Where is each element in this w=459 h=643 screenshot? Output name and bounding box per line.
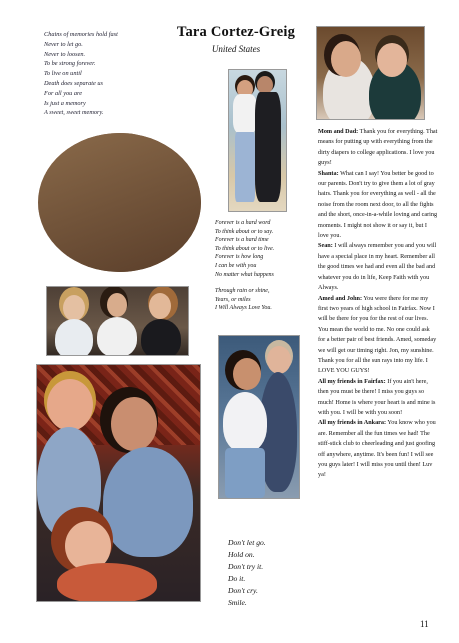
paragraph-lead: Sean: — [318, 242, 333, 250]
poem-line: Forever is a hard time — [215, 237, 269, 244]
poem-line: Forever is how long — [215, 254, 264, 261]
page-number: 11 — [420, 619, 429, 629]
paragraph-lead: Mom and Dad: — [318, 128, 359, 135]
paragraph-text: I will always remember you and you will have a special place in my heart. Remember all the good times we had and even all the bad and whatever you do in life, Keep Faith with you Always. — [318, 242, 437, 292]
photo-couple-beach — [228, 69, 287, 212]
poem-line: Don't cry. — [228, 586, 258, 595]
poem-line: Don't let go. — [228, 538, 266, 547]
paragraph — [318, 419, 436, 478]
poem-line: Chains of memories hold fast — [44, 31, 118, 38]
photo-couple-center — [218, 335, 300, 499]
paragraph — [318, 128, 437, 166]
poem-line: Through rain or shine, — [215, 288, 270, 295]
paragraph — [318, 242, 436, 291]
paragraph-text: Thank you for everything. That means for putting up with everything from the dirty diapers to college applications. I love you guys! — [318, 128, 438, 167]
photo-three-girls — [46, 286, 189, 356]
poem-line: Years, or miles — [215, 296, 251, 303]
paragraph-lead: All my friends in Fairfax: — [318, 377, 386, 385]
dedication-letter — [318, 127, 438, 481]
photo-three-girls-oval — [38, 133, 201, 272]
poem-line: Never to loosen. — [44, 50, 86, 58]
poem-line: A sweet, sweet memory. — [44, 109, 104, 117]
poem-line: Do it. — [228, 574, 246, 583]
poem-line: For all you are — [44, 89, 83, 97]
photo-family-large — [36, 364, 201, 602]
paragraph — [318, 295, 436, 375]
paragraph-lead: Shanta: — [318, 169, 339, 177]
paragraph — [318, 378, 435, 416]
poem-line: To think about or to say. — [215, 228, 274, 235]
paragraph — [318, 170, 437, 239]
student-country: United States — [211, 44, 261, 54]
poem-top — [44, 30, 164, 118]
paragraph-text: You were there for me my first two years of high school in Fairfax. Now I will be there for you for the rest of our lives. You mean the world to me. No one could ask for a better pair of best friends. Amed, someday we will get our timing right. Jon, my sunshine. Thank you for all the sun rays into my life. I LOVE YOU GUYS! — [318, 294, 437, 375]
poem-line: Smile. — [228, 598, 247, 607]
poem-line: Forever is a hard word — [215, 220, 271, 226]
student-name: Tara Cortez-Greig — [176, 24, 296, 40]
poem-line: To be strong forever. — [44, 60, 96, 68]
poem-line: Don't try it. — [228, 562, 264, 571]
paragraph-text: If you ain't here, then you must be there! I miss you guys so much! Home is where your heart is and mine is with you. I will be with you soon! — [318, 377, 436, 416]
poem-line: Is just a memory — [44, 99, 86, 107]
poem-line: No matter what happens — [215, 271, 274, 278]
poem-line: Death does separate us — [44, 79, 103, 87]
photo-couple-top-right — [316, 26, 425, 120]
poem-line: Never to let go. — [44, 40, 83, 48]
poem-line: To live on until — [44, 70, 82, 78]
poem-line: I can be with you — [215, 262, 257, 269]
poem-line: I Will Always Love You. — [215, 305, 272, 312]
paragraph-text: What can I say! You better be good to our parents. Don't try to give them a lot of gray hairs. Thank you for everything as well - all the noise from the room next door, to all the fights and the short, once-in-a-while loving and caring moments. I might not show it or say it, but I love you. — [318, 169, 438, 240]
poem-line: Hold on. — [228, 550, 255, 559]
poem-bottom — [228, 537, 308, 609]
poem-line: To think about or to live. — [215, 245, 275, 252]
poem-middle — [215, 219, 315, 313]
paragraph-lead: Amed and John: — [318, 294, 363, 302]
paragraph-lead: All my friends in Ankara: — [318, 419, 387, 427]
paragraph-text: You know who you are. Remember all the fun times we had! The stiff-stick club to cheerleading and just goofing off anywhere, anytime. It's been fun! I will see you guys later! I will miss you until then! Luv ya! — [318, 419, 436, 479]
